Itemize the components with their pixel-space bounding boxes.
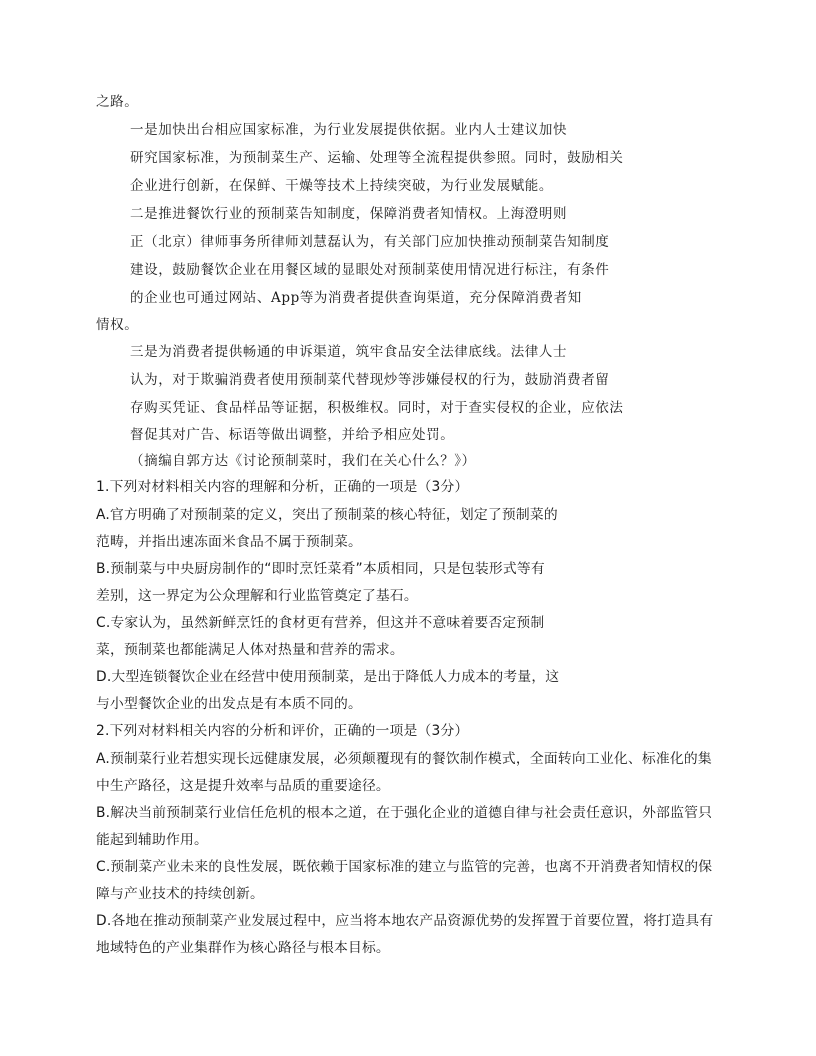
question-1-option-c: C.专家认为，虽然新鲜烹饪的食材更有营养，但这并不意味着要否定预制 [96,615,545,631]
question-2-option-d: D.各地在推动预制菜产业发展过程中，应当将本地农产品资源优势的发挥置于首要位置，将打造具有 [96,913,714,929]
article-text-line: 二是推进餐饮行业的预制菜告知制度，保障消费者知情权。上海澄明则 [130,206,568,222]
article-text-line: 情权。 [96,317,139,333]
article-source: （摘编自郭方达《讨论预制菜时，我们在关心什么？》） [130,453,476,469]
article-text-line: 的企业也可通过网站、App等为消费者提供查询渠道，充分保障消费者知 [130,290,582,306]
question-2-stem: 2.下列对材料相关内容的分析和评价，正确的一项是（3分） [96,723,469,739]
question-2-option-a: A.预制菜行业若想实现长远健康发展，必须颠覆现有的餐饮制作模式，全面转向工业化、标准化的集 [96,751,712,767]
article-text-line: 之路。 [96,94,139,110]
question-2-option-d: 地域特色的产业集群作为核心路径与根本目标。 [96,940,390,956]
question-1-option-c: 菜，预制菜也都能满足人体对热量和营养的需求。 [96,642,404,658]
question-1-option-d: 与小型餐饮企业的出发点是有本质不同的。 [96,696,362,712]
question-1-option-b: 差别，这一界定为公众理解和行业监管奠定了基石。 [96,588,418,604]
article-text-line: 企业进行创新，在保鲜、干燥等技术上持续突破，为行业发展赋能。 [130,178,553,194]
article-text-line: 研究国家标准，为预制菜生产、运输、处理等全流程提供参照。同时，鼓励相关 [130,150,624,166]
question-1-option-a: 范畴，并指出速冻面米食品不属于预制菜。 [96,534,362,550]
question-1-option-d: D.大型连锁餐饮企业在经营中使用预制菜，是出于降低人力成本的考量，这 [96,669,560,685]
article-text-line: 督促其对广告、标语等做出调整，并给予相应处罚。 [130,427,455,443]
question-1-option-b: B.预制菜与中央厨房制作的“即时烹饪菜肴”本质相同，只是包装形式等有 [96,561,545,577]
question-2-option-c: C.预制菜产业未来的良性发展，既依赖于国家标准的建立与监管的完善，也离不开消费者知情权的保 [96,859,713,875]
question-1-option-a: A.官方明确了对预制菜的定义，突出了预制菜的核心特征，划定了预制菜的 [96,507,558,523]
question-1-stem: 1.下列对材料相关内容的理解和分析，正确的一项是（3分） [96,479,469,495]
article-text-line: 三是为消费者提供畅通的申诉渠道，筑牢食品安全法律底线。法律人士 [130,344,568,360]
article-text-line: 建设，鼓励餐饮企业在用餐区域的显眼处对预制菜使用情况进行标注，有条件 [130,262,610,278]
article-text-line: 正（北京）律师事务所律师刘慧磊认为，有关部门应加快推动预制菜告知制度 [130,234,610,250]
question-2-option-c: 障与产业技术的持续创新。 [96,886,264,902]
article-text-line: 认为，对于欺骗消费者使用预制菜代替现炒等涉嫌侵权的行为，鼓励消费者留 [130,372,610,388]
question-2-option-a: 中生产路径，这是提升效率与品质的重要途径。 [96,778,390,794]
question-2-option-b: 能起到辅助作用。 [96,832,208,848]
question-2-option-b: B.解决当前预制菜行业信任危机的根本之道，在于强化企业的道德自律与社会责任意识，外部监管只 [96,805,713,821]
article-text-line: 一是加快出台相应国家标准，为行业发展提供依据。业内人士建议加快 [130,122,568,138]
article-text-line: 存购买凭证、食品样品等证据，积极维权。同时，对于查实侵权的企业，应依法 [130,400,624,416]
